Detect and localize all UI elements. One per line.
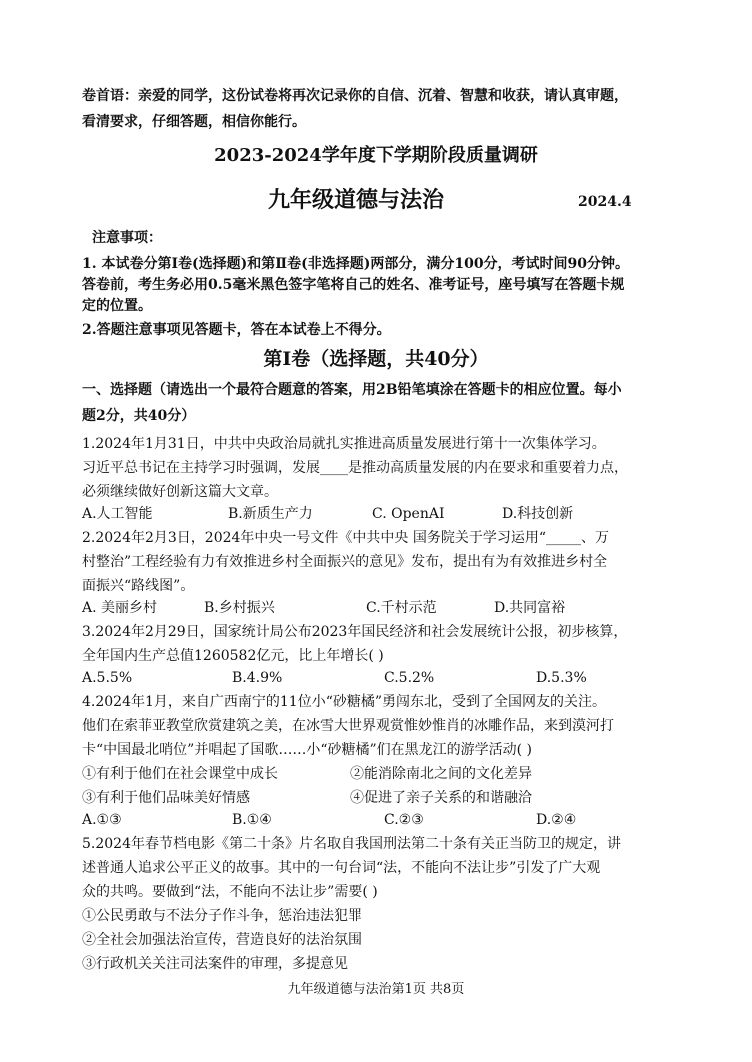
q1-line3: 必须继续做好创新这篇大文章。 — [82, 484, 278, 500]
notice-item1-line1: 1. 本试卷分第Ⅰ卷(选择题)和第Ⅱ卷(非选择题)两部分，满分100分，考试时间90分钟。 — [82, 256, 630, 272]
q4-statement-4: ④促进了亲子关系的和谐融洽 — [350, 790, 532, 806]
section1-instructions-line1: 一、选择题（请选出一个最符合题意的答案，用2B铅笔填涂在答题卡的相应位置。每小 — [82, 382, 622, 398]
section1-title: 第Ⅰ卷（选择题，共40分） — [263, 348, 489, 370]
q5-line1: 5.2024年春节档电影《第二十条》片名取自我国刑法第二十条有关正当防卫的规定，讲 — [82, 836, 621, 852]
q1-option-a: A.人工智能 — [82, 506, 153, 522]
section1-instructions-line2: 题2分，共40分） — [82, 408, 196, 424]
q2-option-a: A. 美丽乡村 — [82, 600, 158, 616]
q1-line2: 习近平总书记在主持学习时强调，发展____是推动高质量发展的内在要求和重要着力点， — [82, 460, 628, 476]
q4-line1: 4.2024年1月，来自广西南宁的11位小“砂糖橘”勇闯东北，受到了全国网友的关注。 — [82, 694, 607, 710]
subject-title: 九年级道德与法治 — [268, 187, 445, 213]
q3-option-d: D.5.3% — [536, 670, 587, 686]
q5-line2: 述普通人追求公平正义的故事。其中的一句台词“法，不能向不法让步”引发了广大观 — [82, 860, 601, 876]
q4-option-a: A.①③ — [82, 812, 122, 828]
q2-option-b: B.乡村振兴 — [204, 600, 275, 616]
q3-option-b: B.4.9% — [232, 670, 283, 686]
q5-line3: 众的共鸣。要做到“法，不能向不法让步”需要( ) — [82, 884, 378, 900]
q1-option-d: D.科技创新 — [502, 506, 574, 522]
q1-line1: 1.2024年1月31日，中共中央政治局就扎实推进高质量发展进行第十一次集体学习。 — [82, 436, 606, 452]
q2-line1: 2.2024年2月3日，2024年中央一号文件《中共中央 国务院关于学习运用“_____、万 — [82, 530, 610, 546]
q4-option-b: B.①④ — [232, 812, 272, 828]
q3-line1: 3.2024年2月29日，国家统计局公布2023年国民经济和社会发展统计公报，初步核算， — [82, 624, 628, 640]
q3-line2: 全年国内生产总值1260582亿元，比上年增长( ) — [82, 648, 384, 664]
page-footer: 九年级道德与法治第1页 共8页 — [287, 982, 465, 997]
q4-statement-1: ①有利于他们在社会课堂中成长 — [82, 766, 278, 782]
q2-line3: 面振兴“路线图”。 — [82, 578, 195, 594]
q4-option-c: C.②③ — [384, 812, 424, 828]
exam-title: 2023-2024学年度下学期阶段质量调研 — [214, 145, 538, 166]
preface-line-2: 看清要求，仔细答题，相信你能行。 — [82, 114, 306, 130]
q1-option-c: C. OpenAI — [372, 506, 445, 522]
q3-option-a: A.5.5% — [82, 670, 133, 686]
exam-date: 2024.4 — [578, 194, 632, 210]
q4-line3: 卡“中国最北哨位”并唱起了国歌……小“砂糖橘”们在黑龙江的游学活动( ) — [82, 742, 533, 758]
notice-label: 注意事项： — [92, 230, 162, 246]
q2-option-c: C.千村示范 — [366, 600, 437, 616]
notice-item1-line3: 定的位置。 — [82, 298, 152, 314]
q2-option-d: D.共同富裕 — [494, 600, 566, 616]
preface-line-1: 卷首语：亲爱的同学，这份试卷将再次记录你的自信、沉着、智慧和收获，请认真审题， — [82, 88, 628, 104]
q5-statement-1: ①公民勇敢与不法分子作斗争，惩治违法犯罪 — [82, 908, 362, 924]
q4-statement-3: ③有利于他们品味美好情感 — [82, 790, 250, 806]
q3-option-c: C.5.2% — [384, 670, 435, 686]
q5-statement-3: ③行政机关关注司法案件的审理，多提意见 — [82, 956, 348, 972]
notice-item2: 2.答题注意事项见答题卡，答在本试卷上不得分。 — [82, 322, 391, 338]
notice-item1-line2: 答卷前，考生务必用0.5毫米黑色签字笔将自己的姓名、准考证号，座号填写在答题卡规 — [82, 277, 625, 293]
q1-option-b: B.新质生产力 — [228, 506, 313, 522]
q2-line2: 村整治”工程经验有力有效推进乡村全面振兴的意见》发布，提出有为有效推进乡村全 — [82, 554, 608, 570]
q4-line2: 他们在索菲亚教堂欣赏建筑之美，在冰雪大世界观赏惟妙惟肖的冰雕作品，来到漠河打 — [82, 718, 614, 734]
q4-option-d: D.②④ — [536, 812, 577, 828]
q5-statement-2: ②全社会加强法治宣传，营造良好的法治氛围 — [82, 932, 362, 948]
q4-statement-2: ②能消除南北之间的文化差异 — [350, 766, 532, 782]
